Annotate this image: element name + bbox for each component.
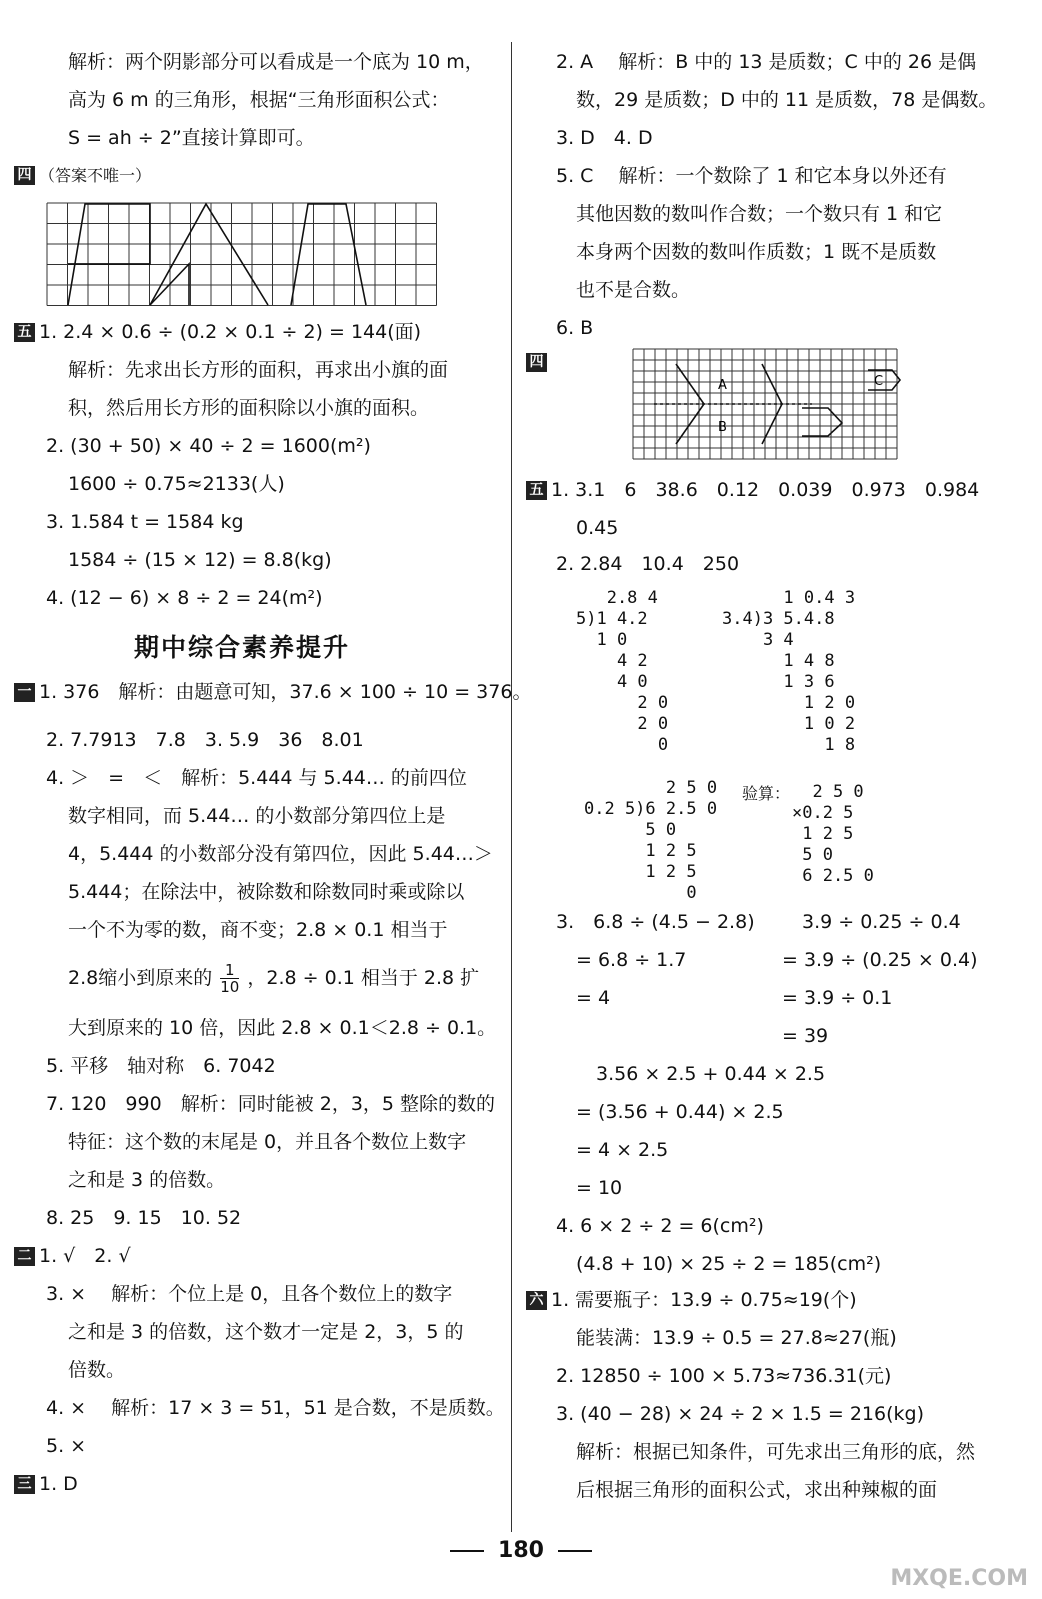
check-multiplication: 2 5 0 ×0.2 5 1 2 5 5 0 6 2.5 0 (792, 782, 874, 886)
section-4-header (14, 163, 151, 188)
analysis-line: 本身两个因数的数叫作质数；1 既不是质数 (576, 241, 937, 263)
grid-label-b: B (718, 420, 727, 435)
analysis-line: 特征：这个数的末尾是 0，并且各个数位上数字 (68, 1131, 467, 1153)
calc-line: = 6.8 ÷ 1.7 (576, 949, 687, 971)
analysis-line: 一个不为零的数，商不变；2.8 × 0.1 相当于 (68, 919, 448, 941)
grid-label-c: C (874, 374, 884, 389)
grid-label-a: A (718, 378, 727, 393)
footer-dash (450, 1550, 484, 1552)
calc-line: = (3.56 + 0.44) × 2.5 (576, 1101, 784, 1123)
section-tag: 六 (526, 1291, 547, 1310)
section-note: （答案不唯一） (39, 166, 152, 185)
answer-text: 1. 376 解析：由题意可知，37.6 × 100 ÷ 10 = 376。 (39, 681, 532, 703)
analysis-line: 数字相同，而 5.44… 的小数部分第四位上是 (68, 805, 446, 827)
analysis-line: S = ah ÷ 2”直接计算即可。 (68, 127, 315, 149)
section-tag: 二 (14, 1247, 35, 1266)
analysis-line: 4，5.444 的小数部分没有第四位，因此 5.44…＞ (68, 843, 493, 865)
analysis-line: 解析：根据已知条件，可先求出三角形的底，然 (576, 1441, 976, 1463)
fraction-numerator: 1 (220, 962, 239, 979)
analysis-line-fraction (68, 962, 479, 995)
transform-grid-figure (632, 348, 902, 464)
analysis-line: 之和是 3 的倍数，这个数才一定是 2，3，5 的 (68, 1321, 464, 1343)
long-division-3: 2 5 0 0.2 5)6 2.5 0 5 0 1 2 5 1 2 5 0 (584, 778, 718, 903)
section-tag: 三 (14, 1475, 35, 1494)
section-tag: 四 (526, 353, 547, 372)
watermark: MXQE.COM (890, 1566, 1028, 1591)
section-tag: 五 (526, 481, 547, 500)
answer-line: 1584 ÷ (15 × 12) = 8.8(kg) (68, 549, 332, 571)
text-segment: 2.8缩小到原来的 (68, 967, 213, 989)
section-tag: 一 (14, 683, 35, 702)
answer-line: 4. (12 − 6) × 8 ÷ 2 = 24(m²) (46, 587, 323, 609)
calc-line: = 3.9 ÷ 0.1 (782, 987, 893, 1009)
answer-line: 4. × 解析：17 × 3 = 51，51 是合数，不是质数。 (46, 1397, 505, 1419)
answer-line: 7. 120 990 解析：同时能被 2，3，5 整除的数的 (46, 1093, 496, 1115)
section-2-q1 (14, 1244, 131, 1268)
section-title: 期中综合素养提升 (134, 633, 351, 662)
answer-text: 1. 2.4 × 0.6 ÷ (0.2 × 0.1 ÷ 2) = 144(面) (39, 321, 422, 343)
calc-line: 3.9 ÷ 0.25 ÷ 0.4 (802, 911, 961, 933)
answer-line: 6. B (556, 317, 594, 339)
answer-line: 1600 ÷ 0.75≈2133(人) (68, 473, 285, 495)
answer-line: 5. 平移 轴对称 6. 7042 (46, 1055, 276, 1077)
column-divider (511, 42, 512, 1532)
calc-line: 3.56 × 2.5 + 0.44 × 2.5 (596, 1063, 826, 1085)
analysis-line: 解析：两个阴影部分可以看成是一个底为 10 m， (68, 51, 484, 73)
text-segment: ，2.8 ÷ 0.1 相当于 2.8 扩 (247, 967, 480, 989)
answer-line: 2. 7.7913 7.8 3. 5.9 36 8.01 (46, 729, 364, 751)
answer-line: 能装满：13.9 ÷ 0.5 = 27.8≈27(瓶) (576, 1327, 897, 1349)
section-tag: 四 (14, 166, 35, 185)
answer-line: 3. × 解析：个位上是 0，且各个数位上的数字 (46, 1283, 453, 1305)
section-4-header (526, 350, 551, 374)
calc-line: = 10 (576, 1177, 623, 1199)
analysis-line: 高为 6 m 的三角形，根据“三角形面积公式： (68, 89, 450, 111)
analysis-line: 倍数。 (68, 1359, 126, 1381)
calc-line: 3. 6.8 ÷ (4.5 − 2.8) (556, 911, 755, 933)
answer-text: 1. √ 2. √ (39, 1245, 131, 1267)
page-footer (0, 1538, 1042, 1563)
analysis-line: 积，然后用长方形的面积除以小旗的面积。 (68, 397, 430, 419)
long-division-2: 1 0.4 3 3.4)3 5.4.8 3 4 1 4 8 1 3 6 1 2 0 1 0 2 1 8 (722, 588, 856, 755)
answer-text: 1. 需要瓶子：13.9 ÷ 0.75≈19(个) (551, 1289, 857, 1311)
answer-line: 0.45 (576, 517, 619, 539)
answer-line: 3. 1.584 t = 1584 kg (46, 511, 244, 533)
calc-line: = 39 (782, 1025, 829, 1047)
page-number: 180 (498, 1538, 544, 1563)
fraction (220, 962, 239, 995)
analysis-line: 数，29 是质数；D 中的 11 是质数，78 是偶数。 (576, 89, 998, 111)
answer-text: 1. D (39, 1473, 78, 1495)
fraction-denominator: 10 (220, 978, 240, 996)
section-5-q1 (526, 478, 979, 502)
section-6-q1 (526, 1288, 857, 1312)
section-5-q1 (14, 320, 421, 344)
footer-dash (558, 1550, 592, 1552)
long-division-1: 2.8 4 5)1 4.2 1 0 4 2 4 0 2 0 2 0 0 (576, 588, 669, 755)
calc-line: = 3.9 ÷ (0.25 × 0.4) (782, 949, 978, 971)
analysis-line: 其他因数的数叫作合数；一个数只有 1 和它 (576, 203, 943, 225)
analysis-line: 后根据三角形的面积公式，求出种辣椒的面 (576, 1479, 938, 1501)
section-1-q1 (14, 680, 531, 704)
answer-line: 4. ＞ = ＜ 解析：5.444 与 5.44… 的前四位 (46, 767, 467, 789)
answer-line: 2. 12850 ÷ 100 × 5.73≈736.31(元) (556, 1365, 892, 1387)
section-3-q1 (14, 1472, 78, 1496)
answer-line: 2. (30 + 50) × 40 ÷ 2 = 1600(m²) (46, 435, 371, 457)
calc-line: = 4 (576, 987, 611, 1009)
analysis-line: 5.444；在除法中，被除数和除数同时乘或除以 (68, 881, 465, 903)
answer-line: 2. A 解析：B 中的 13 是质数；C 中的 26 是偶 (556, 51, 977, 73)
answer-line: 5. × (46, 1435, 87, 1457)
answer-text: 1. 3.1 6 38.6 0.12 0.039 0.973 0.984 (551, 479, 980, 501)
triangle-grid-figure (46, 202, 438, 307)
answer-line: 2. 2.84 10.4 250 (556, 553, 740, 575)
analysis-line: 解析：先求出长方形的面积，再求出小旗的面 (68, 359, 449, 381)
answer-line: 8. 25 9. 15 10. 52 (46, 1207, 242, 1229)
analysis-line: 也不是合数。 (576, 279, 691, 301)
answer-line: 5. C 解析：一个数除了 1 和它本身以外还有 (556, 165, 947, 187)
section-tag: 五 (14, 323, 35, 342)
calc-line: = 4 × 2.5 (576, 1139, 669, 1161)
analysis-line: 之和是 3 的倍数。 (68, 1169, 226, 1191)
answer-line: 3. D 4. D (556, 127, 653, 149)
analysis-line: 大到原来的 10 倍，因此 2.8 × 0.1＜2.8 ÷ 0.1。 (68, 1017, 497, 1039)
check-label: 验算： (742, 784, 791, 803)
answer-line: (4.8 + 10) × 25 ÷ 2 = 185(cm²) (576, 1253, 882, 1275)
answer-line: 4. 6 × 2 ÷ 2 = 6(cm²) (556, 1215, 764, 1237)
answer-line: 3. (40 − 28) × 24 ÷ 2 × 1.5 = 216(kg) (556, 1403, 924, 1425)
